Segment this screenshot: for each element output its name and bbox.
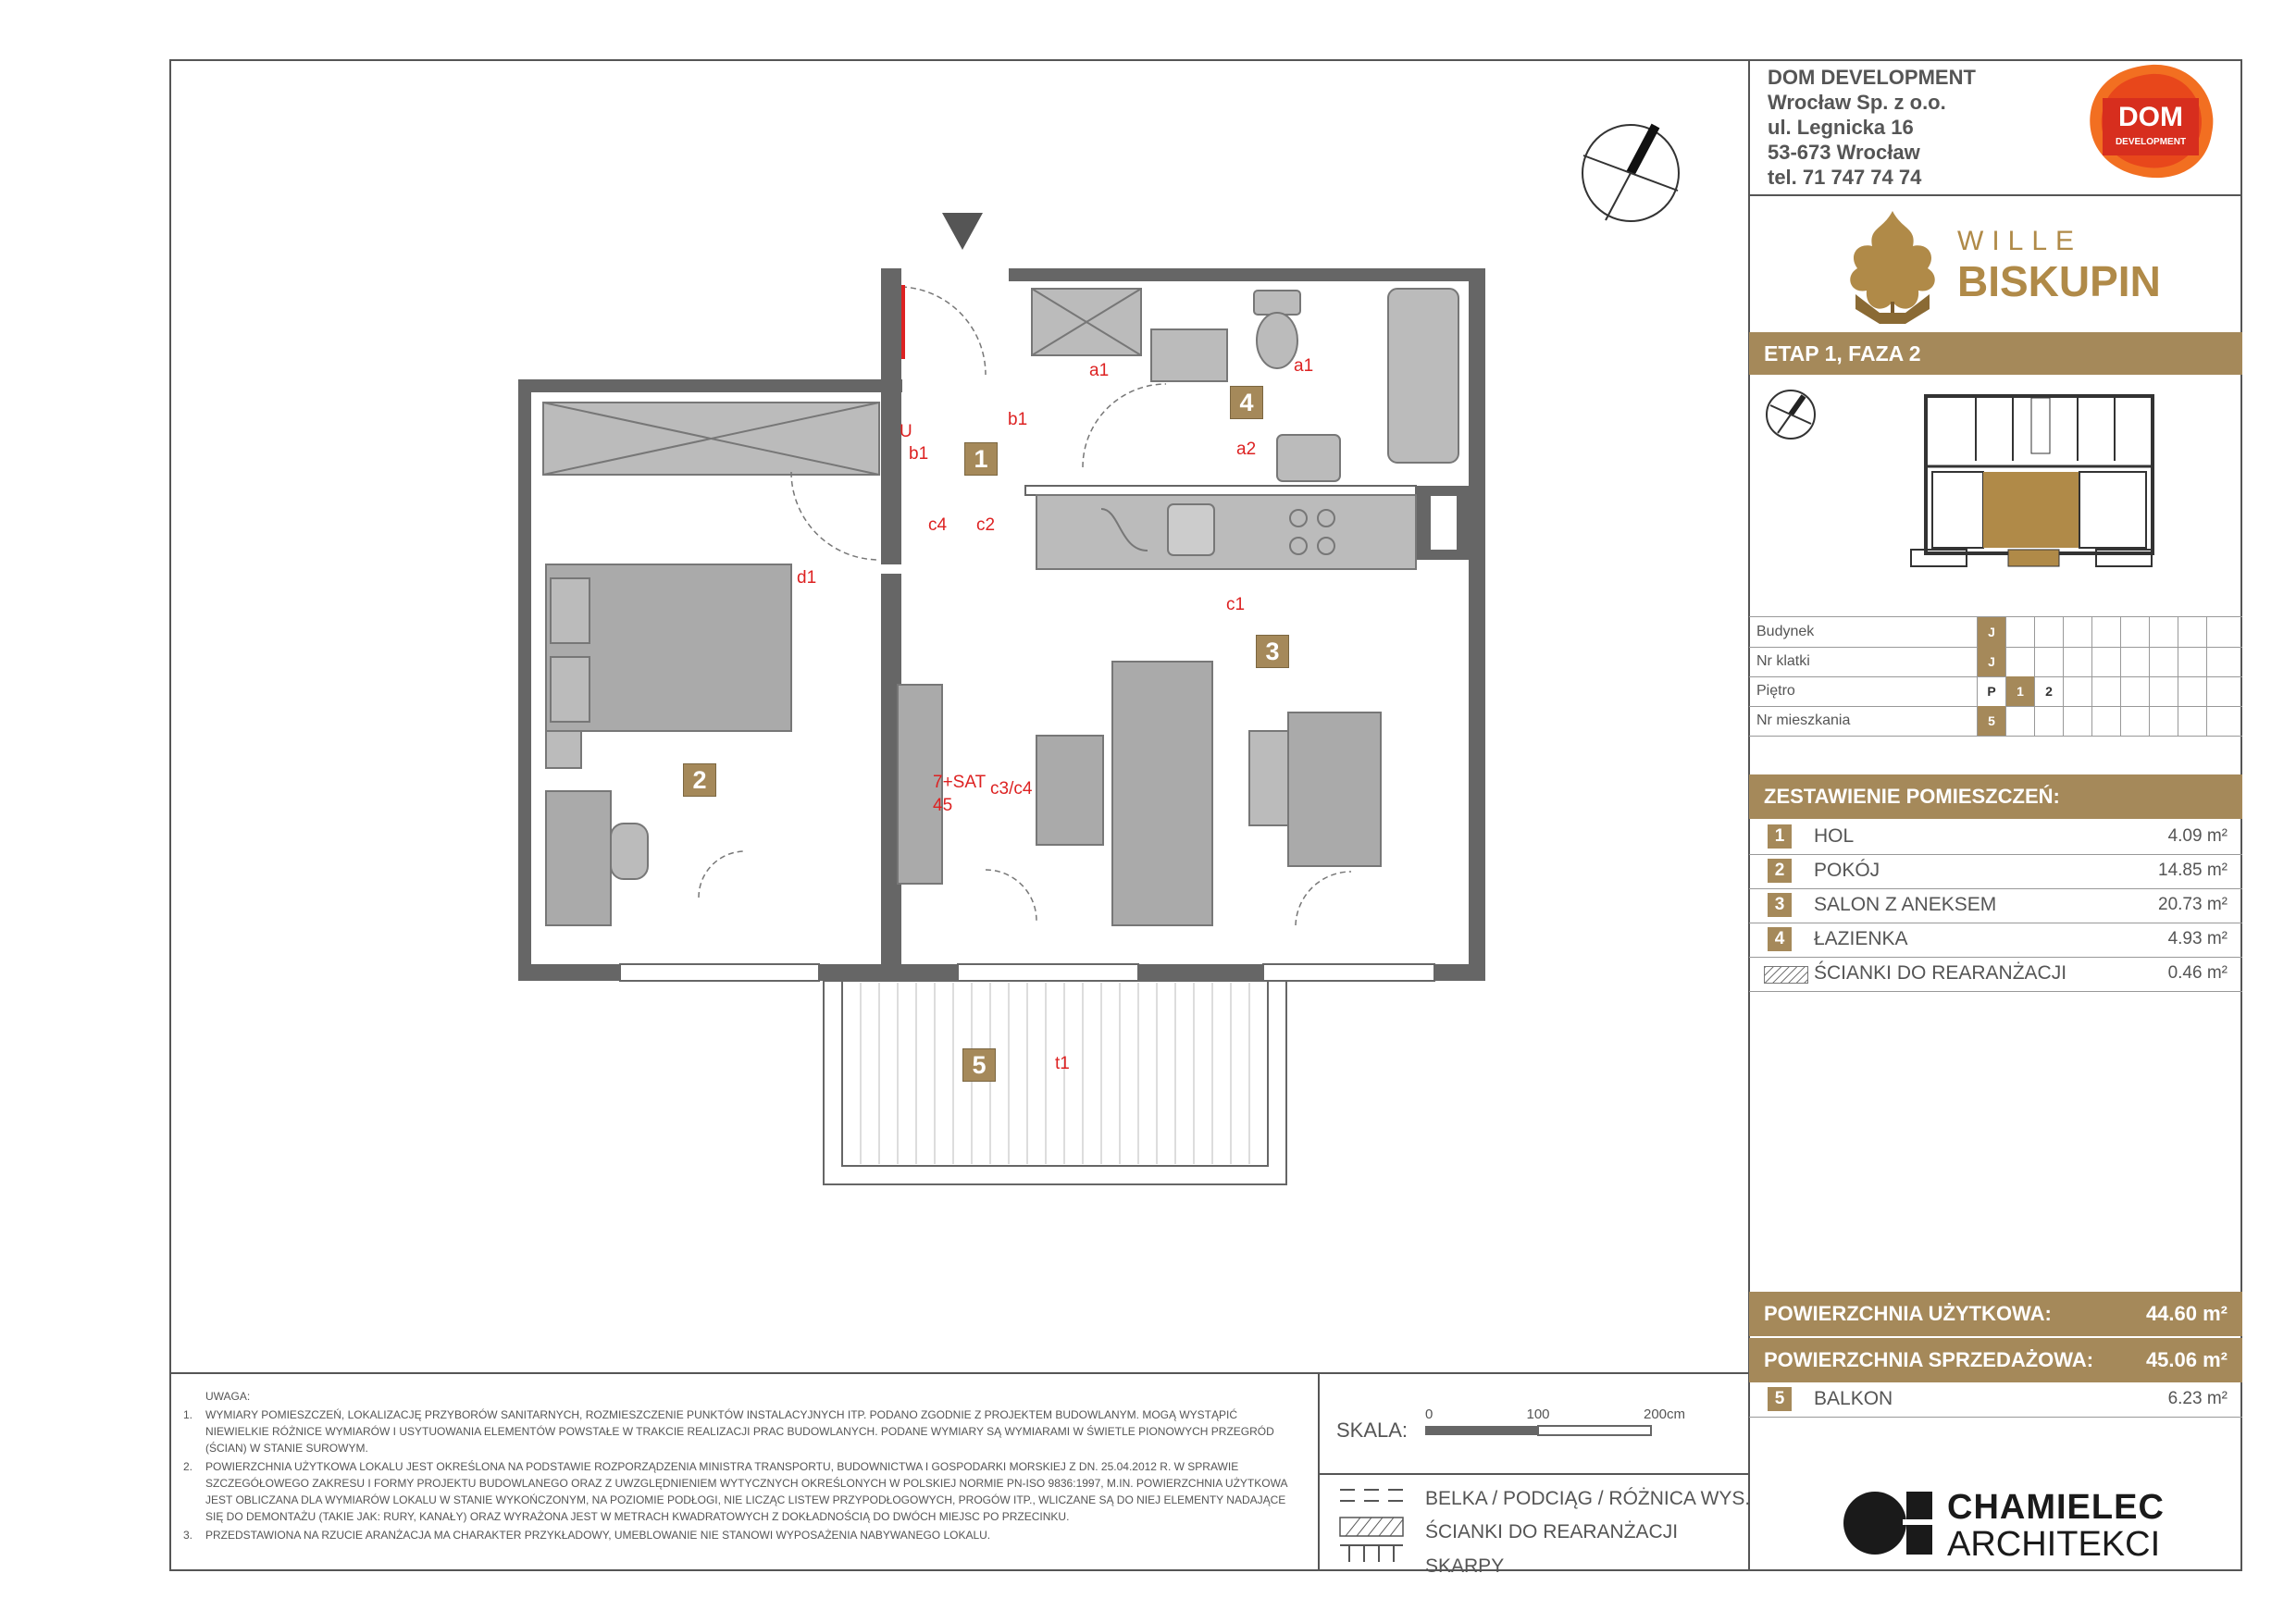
divider (1749, 194, 2242, 196)
reveal-symbol-icon (1340, 1545, 1403, 1562)
dining-table (1288, 712, 1381, 866)
hatch-lines (1346, 1518, 1403, 1536)
notes-divider (169, 1372, 1749, 1374)
room-name: POKÓJ (1814, 860, 1880, 881)
room-name: BALKON (1814, 1388, 1893, 1409)
usable-area-label: POWIERZCHNIA UŻYTKOWA: (1764, 1302, 2052, 1325)
room-badge-1: 1 (964, 442, 998, 476)
kitchen-partition-hatched (1025, 486, 1416, 495)
scale-tick-200: 200cm (1644, 1406, 1686, 1422)
code-label: c3/c4 (990, 779, 1033, 799)
info-row-mieszkanie (1749, 706, 2242, 737)
info-label: Nr klatki (1756, 653, 1810, 669)
code-label: c2 (976, 515, 996, 535)
code-label: U (900, 422, 912, 441)
legend-partition: ŚCIANKI DO REARANŻACJI (1425, 1521, 1679, 1542)
architect-line1: CHAMIELEC (1947, 1488, 2165, 1527)
scale-tick-0: 0 (1425, 1406, 1433, 1422)
code-label: b1 (909, 444, 929, 464)
info-cell: J (1977, 617, 2005, 647)
cabinet (1151, 329, 1227, 381)
logo-text-development: DEVELOPMENT (2115, 137, 2187, 147)
info-cell: J (1977, 647, 2005, 676)
room-row (1749, 888, 2242, 923)
kitchen-sink (1168, 504, 1214, 555)
room-area: 4.93 m² (2167, 929, 2228, 948)
note-item (183, 1406, 1294, 1456)
logo-line-wille: WILLE (1957, 226, 2083, 256)
note-index: 1. (183, 1408, 193, 1421)
company-line: DOM DEVELOPMENT (1768, 66, 1976, 89)
washbasin-icon (1277, 435, 1340, 481)
room-row (1749, 854, 2242, 889)
info-label: Budynek (1756, 624, 1815, 639)
room-badge-5: 5 (962, 1048, 996, 1082)
company-line: Wrocław Sp. z o.o. (1768, 91, 1946, 114)
info-label: Nr mieszkania (1756, 712, 1851, 728)
dom-development-logo (2082, 61, 2221, 183)
room-row (1749, 820, 2242, 855)
info-row-pietro (1749, 676, 2242, 707)
info-label: Piętro (1756, 683, 1795, 699)
room-number: 3 (1768, 893, 1792, 917)
rooms-header (1749, 774, 2242, 819)
code-label: 7+SAT (933, 773, 987, 792)
room-number: 1 (1768, 824, 1792, 849)
code-label: 45 (933, 796, 953, 815)
room-badge-2: 2 (683, 763, 716, 797)
info-cell: P (1977, 676, 2005, 706)
info-cell: 1 (2005, 676, 2034, 706)
company-line: 53-673 Wrocław (1768, 141, 1920, 164)
room-row (1749, 923, 2242, 958)
partition-row (1749, 957, 2242, 992)
room-name: ŚCIANKI DO REARANŻACJI (1814, 962, 2067, 984)
toilet-icon (1257, 313, 1297, 368)
hatch-swatch (1764, 966, 1808, 984)
note-text: PRZEDSTAWIONA NA RZUCIE ARANŻACJA MA CHARAKTER PRZYKŁADOWY, UMEBLOWANIE NIE STANOWI WYPOSAŻENIA NABYWANEGO LOKALU. (205, 1529, 991, 1542)
code-label: a2 (1236, 440, 1257, 459)
sales-area-value: 45.06 m² (2145, 1348, 2228, 1371)
hatch-symbol-icon (1340, 1518, 1403, 1536)
room-number: 4 (1768, 927, 1792, 951)
note-text: WYMIARY POMIESZCZEŃ, LOKALIZACJĘ PRZYBORÓW SANITARNYCH, ROZMIESZCZENIE PUNKTÓW INSTALACYJNYCH ITP. PODANO ZGODNIE Z PROJEKTEM BUDOWLANYM. MOGĄ WYSTĄPIĆ NIEWIELKIE RÓŻNICE WYMIARÓW I USYTUOWANIA ELEMENTÓW POWSTAŁE W TRAKCIE REALIZACJI PRAC BUDOWLANYCH. PODANE WYMIARY SĄ WYMIARAMI W ŚWIETLE PIONOWYCH PRZEGRÓD (ŚCIAN) W STANIE SUROWYM. (205, 1408, 1274, 1455)
room-area: 4.09 m² (2167, 826, 2228, 846)
note-text: POWIERZCHNIA UŻYTKOWA LOKALU JEST OKREŚLONA NA PODSTAWIE ROZPORZĄDZENIA MINISTRA TRANSPORTU, BUDOWNICTWA I GOSPODARKI MORSKIEJ Z DN. 25.04.2012 R. W SPRAWIE SZCZEGÓŁOWEGO ZAKRESU I FORMY PROJEKTU BUDOWLANEGO ORAZ Z UWZGLĘDNIENIEM WYTYCZNYCH OKREŚLONYCH W POLSKIEJ NORMIE PN-ISO 9836:1997, M.IN. POWIERZCHNIA UŻYTKOWA JEST OBLICZANA DLA WYMIARÓW LOKALU W STANIE WYKOŃCZONYM, NA POZIOMIE PODŁOGI, NIE LICZĄC LISTEW PRZYPODŁOGOWYCH, PROGÓW ITP., WLICZANE SĄ DO NIEJ ELEMENTY NADAJĄCE SIĘ DO DEMONTAŻU (TAKIE JAK: RURY, KANAŁY) ORAZ WYRAŻONA JEST W METRACH KWADRATOWYCH Z DOKŁADNOŚCIĄ DO DWÓCH MIEJSC PO PRZECINKU. (205, 1460, 1287, 1523)
note-index: 2. (183, 1460, 193, 1473)
windows (620, 964, 1434, 981)
chamielec-logo (1842, 1488, 2212, 1562)
company-line: tel. 71 747 74 74 (1768, 166, 1922, 189)
room-name: HOL (1814, 825, 1855, 847)
note-index: 3. (183, 1529, 193, 1542)
room-number: 2 (1768, 859, 1792, 883)
note-item (183, 1527, 1294, 1543)
kitchen-counter (1036, 495, 1416, 569)
beam-symbol-icon (1340, 1490, 1403, 1501)
sofa (1112, 662, 1212, 925)
notes-title: UWAGA: (205, 1390, 251, 1403)
info-row-budynek (1749, 617, 2242, 648)
legend-divider (1318, 1372, 1320, 1571)
chamielec-mark-icon (1842, 1488, 1934, 1558)
legend-sep (1318, 1473, 1749, 1475)
room-area: 6.23 m² (2167, 1389, 2228, 1408)
usable-area-bar (1749, 1292, 2242, 1336)
room-number: 5 (1768, 1387, 1792, 1411)
notes-block (183, 1388, 1294, 1543)
scale-tick-100: 100 (1526, 1406, 1550, 1422)
architect-line2: ARCHITEKCI (1947, 1525, 2161, 1564)
north-arrow-icon (1578, 120, 1684, 227)
room-area: 0.46 m² (2167, 963, 2228, 983)
desk (546, 791, 611, 925)
room-name: ŁAZIENKA (1814, 928, 1908, 949)
rooms-header-text: ZESTAWIENIE POMIESZCZEŃ: (1764, 785, 2060, 808)
chair (611, 824, 648, 879)
logo-line-biskupin: BISKUPIN (1957, 257, 2161, 305)
legend-reveal: SKARPY (1425, 1555, 1505, 1577)
scale-label: SKALA: (1336, 1419, 1409, 1442)
code-label: c1 (1226, 595, 1246, 614)
legend-symbols (1338, 1482, 1412, 1566)
usable-area-value: 44.60 m² (2145, 1302, 2228, 1325)
oak-leaf-icon (1850, 211, 1934, 324)
room-badge-3: 3 (1256, 635, 1289, 668)
info-row-klatka (1749, 647, 2242, 677)
wille-biskupin-logo (1828, 202, 2198, 327)
balcony-row (1749, 1382, 2242, 1418)
sales-area-label: POWIERZCHNIA SPRZEDAŻOWA: (1764, 1348, 2094, 1371)
code-label: t1 (1055, 1054, 1070, 1073)
company-block (1768, 65, 1976, 190)
code-label: a1 (1294, 356, 1314, 376)
info-cell: 5 (1977, 706, 2005, 736)
logo-text-dom: DOM (2118, 102, 2183, 132)
entrance-marker-icon (942, 213, 983, 250)
coffee-table (1036, 736, 1103, 845)
etap-bar: ETAP 1, FAZA 2 (1749, 332, 2242, 375)
code-label: a1 (1089, 361, 1110, 380)
room-badge-4: 4 (1230, 386, 1263, 419)
floor-plan (518, 213, 1499, 1189)
room-area: 20.73 m² (2158, 895, 2228, 914)
door-markers (901, 285, 905, 359)
bathtub (1388, 289, 1458, 463)
note-item (183, 1458, 1294, 1525)
scale-bar (1425, 1402, 1686, 1443)
info-cell: 2 (2034, 676, 2063, 706)
code-label: d1 (797, 568, 817, 588)
toilet-tank (1254, 291, 1300, 315)
legend-beam: BELKA / PODCIĄG / RÓŻNICA WYS. (1425, 1488, 1751, 1509)
code-label: c4 (928, 515, 948, 535)
code-label: b1 (1008, 410, 1028, 429)
room-name: SALON Z ANEKSEM (1814, 894, 1997, 915)
shaft (1430, 495, 1458, 551)
key-plan (1763, 387, 2179, 572)
sales-area-bar (1749, 1338, 2242, 1382)
company-line: ul. Legnicka 16 (1768, 116, 1914, 139)
room-area: 14.85 m² (2158, 861, 2228, 880)
